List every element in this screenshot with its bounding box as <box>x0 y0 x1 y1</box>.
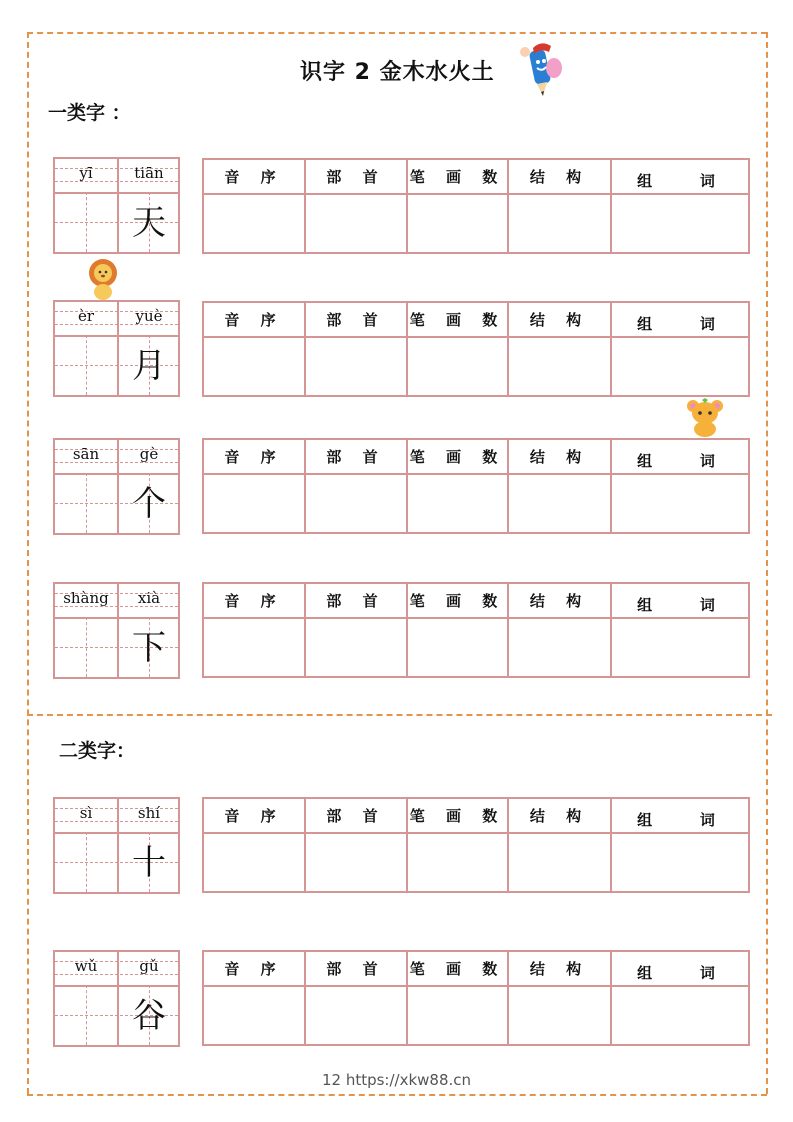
header-jiegou: 结 构 <box>509 799 612 834</box>
input-cell-bihuashu[interactable] <box>408 475 509 532</box>
input-cell-zuci[interactable] <box>612 195 748 252</box>
info-table-xia <box>202 582 750 678</box>
input-cell-yinxu[interactable] <box>204 619 306 676</box>
pinyin-left: èr <box>77 307 95 325</box>
bear-mascot-icon <box>684 396 726 438</box>
hanzi-character: 天 <box>132 203 166 243</box>
info-table-yue <box>202 301 750 397</box>
input-cell-jiegou[interactable] <box>509 834 612 891</box>
page-title: 识字 2 金木水火土 <box>300 60 495 85</box>
header-yinxu: 音 序 <box>204 799 306 834</box>
input-cell-yinxu[interactable] <box>204 475 306 532</box>
header-bushou: 部 首 <box>306 303 408 338</box>
header-zuci: 组 词 <box>612 799 748 834</box>
page-border-top <box>27 32 767 34</box>
header-bihuashu: 笔 画 数 <box>408 584 509 619</box>
pinyin-right: gǔ <box>139 957 159 975</box>
header-jiegou: 结 构 <box>509 160 612 195</box>
header-bihuashu: 笔 画 数 <box>408 160 509 195</box>
input-cell-bushou[interactable] <box>306 338 408 395</box>
input-cell-bushou[interactable] <box>306 195 408 252</box>
header-zuci: 组 词 <box>612 952 748 987</box>
page-border-right <box>766 32 768 1094</box>
input-cell-bushou[interactable] <box>306 834 408 891</box>
tianzige-box-yue <box>53 300 180 397</box>
header-bushou: 部 首 <box>306 440 408 475</box>
input-cell-zuci[interactable] <box>612 619 748 676</box>
header-yinxu: 音 序 <box>204 160 306 195</box>
input-cell-zuci[interactable] <box>612 987 748 1044</box>
header-zuci: 组 词 <box>612 584 748 619</box>
header-yinxu: 音 序 <box>204 584 306 619</box>
hanzi-character: 下 <box>132 628 166 668</box>
info-table-ge <box>202 438 750 534</box>
info-table-tian <box>202 158 750 254</box>
tianzige-box-tian <box>53 157 180 254</box>
header-bushou: 部 首 <box>306 799 408 834</box>
pinyin-left: shàng <box>63 589 109 607</box>
hanzi-character: 十 <box>132 843 166 883</box>
hanzi-character: 月 <box>132 346 166 386</box>
pinyin-right: xià <box>137 589 161 607</box>
input-cell-jiegou[interactable] <box>509 475 612 532</box>
pinyin-right: gè <box>139 445 159 463</box>
header-zuci: 组 词 <box>612 160 748 195</box>
input-cell-zuci[interactable] <box>612 338 748 395</box>
header-jiegou: 结 构 <box>509 303 612 338</box>
section-divider <box>27 714 772 716</box>
input-cell-jiegou[interactable] <box>509 619 612 676</box>
page-border-bottom <box>27 1094 767 1096</box>
input-cell-bushou[interactable] <box>306 619 408 676</box>
page-border-left <box>27 32 29 1094</box>
input-cell-yinxu[interactable] <box>204 987 306 1044</box>
header-jiegou: 结 构 <box>509 952 612 987</box>
header-bihuashu: 笔 画 数 <box>408 440 509 475</box>
info-table-shi <box>202 797 750 893</box>
input-cell-yinxu[interactable] <box>204 834 306 891</box>
input-cell-jiegou[interactable] <box>509 987 612 1044</box>
header-jiegou: 结 构 <box>509 440 612 475</box>
input-cell-jiegou[interactable] <box>509 338 612 395</box>
tianzige-box-gu <box>53 950 180 1047</box>
pinyin-left: sì <box>79 804 93 822</box>
hanzi-character: 个 <box>132 484 166 524</box>
header-zuci: 组 词 <box>612 440 748 475</box>
pinyin-left: wǔ <box>74 957 98 975</box>
header-bushou: 部 首 <box>306 584 408 619</box>
pinyin-right: tiān <box>134 164 164 182</box>
input-cell-bihuashu[interactable] <box>408 834 509 891</box>
pencil-mascot-icon <box>513 38 573 100</box>
input-cell-bihuashu[interactable] <box>408 987 509 1044</box>
info-table-gu <box>202 950 750 1046</box>
input-cell-zuci[interactable] <box>612 475 748 532</box>
header-bushou: 部 首 <box>306 952 408 987</box>
pinyin-left: sān <box>72 445 100 463</box>
hanzi-character: 谷 <box>132 996 166 1036</box>
section-label-first-class: 一类字 ： <box>48 102 131 124</box>
input-cell-bihuashu[interactable] <box>408 338 509 395</box>
lion-mascot-icon <box>86 258 120 300</box>
section-label-second-class: 二类字： <box>59 740 136 762</box>
input-cell-bihuashu[interactable] <box>408 619 509 676</box>
page-footer: 12 https://xkw88.cn <box>321 1071 472 1089</box>
tianzige-box-ge <box>53 438 180 535</box>
input-cell-bushou[interactable] <box>306 475 408 532</box>
input-cell-yinxu[interactable] <box>204 338 306 395</box>
pinyin-right: shí <box>137 804 161 822</box>
input-cell-bihuashu[interactable] <box>408 195 509 252</box>
header-bihuashu: 笔 画 数 <box>408 952 509 987</box>
pinyin-left: yī <box>79 164 93 182</box>
input-cell-yinxu[interactable] <box>204 195 306 252</box>
input-cell-jiegou[interactable] <box>509 195 612 252</box>
tianzige-box-shi <box>53 797 180 894</box>
pinyin-right: yuè <box>135 307 163 325</box>
tianzige-box-xia <box>53 582 180 679</box>
input-cell-zuci[interactable] <box>612 834 748 891</box>
header-jiegou: 结 构 <box>509 584 612 619</box>
input-cell-bushou[interactable] <box>306 987 408 1044</box>
header-bihuashu: 笔 画 数 <box>408 303 509 338</box>
header-yinxu: 音 序 <box>204 952 306 987</box>
header-yinxu: 音 序 <box>204 303 306 338</box>
header-zuci: 组 词 <box>612 303 748 338</box>
header-bihuashu: 笔 画 数 <box>408 799 509 834</box>
header-yinxu: 音 序 <box>204 440 306 475</box>
header-bushou: 部 首 <box>306 160 408 195</box>
